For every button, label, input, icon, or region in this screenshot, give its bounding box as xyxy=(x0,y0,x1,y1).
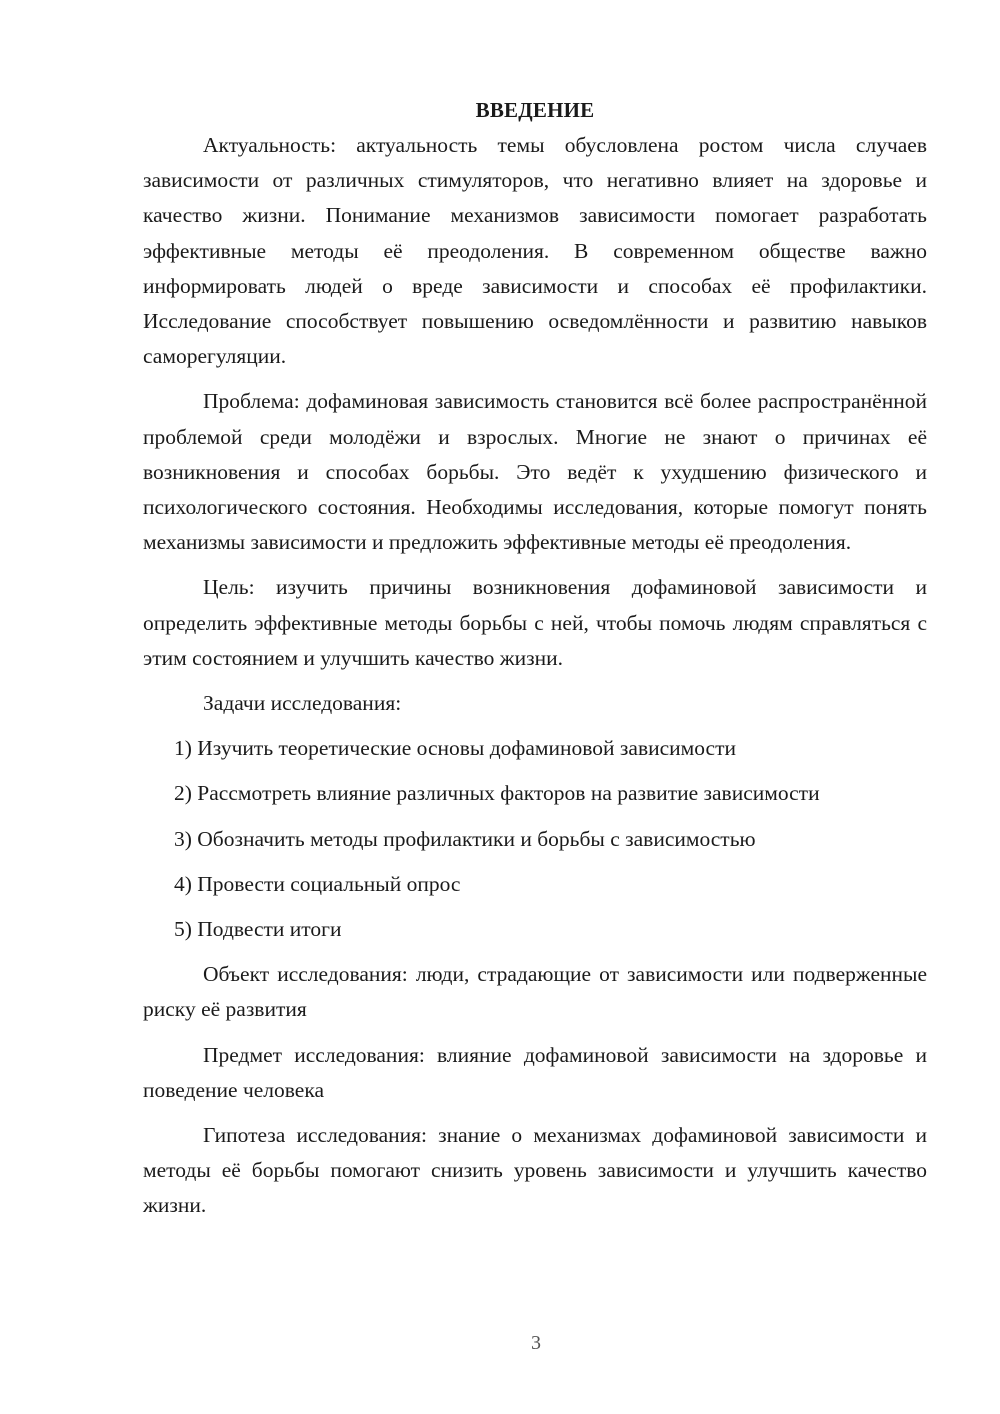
tasks-list xyxy=(143,731,927,947)
list-item: 4) Провести социальный опрос xyxy=(174,871,461,896)
document-page xyxy=(143,92,927,1234)
paragraph-object: Объект исследования: люди, страдающие от зависимости или подверженные риску её развития xyxy=(143,962,927,1022)
paragraph-goal: Цель: изучить причины возникновения дофаминовой зависимости и определить эффективные методы борьбы с ней, чтобы помочь людям справляться с этим состоянием и улучшить качество жизни. xyxy=(143,575,927,670)
paragraph-problem: Проблема: дофаминовая зависимость становится всё более распространённой проблемой среди молодёжи и взрослых. Многие не знают о причинах её возникновения и способах борьбы. Это ведёт к ухудшению физического и психологического состояния. Необходимы исследования, которые помогут понять механизмы зависимости и предложить эффективные методы её преодоления. xyxy=(143,389,927,555)
list-item: 3) Обозначить методы профилактики и борьбы с зависимостью xyxy=(174,826,756,851)
tasks-label: Задачи исследования: xyxy=(203,691,402,716)
page-title: ВВЕДЕНИЕ xyxy=(475,98,595,122)
paragraph-relevance: Актуальность: актуальность темы обусловлена ростом числа случаев зависимости от различных стимуляторов, что негативно влияет на здоровье и качество жизни. Понимание механизмов зависимости помогает разработать эффективные методы её преодоления. В современном обществе важно информировать людей о вреде зависимости и способах её профилактики. Исследование способствует повышению осведомлённости и развитию навыков саморегуляции. xyxy=(143,133,927,369)
list-item: 5) Подвести итоги xyxy=(174,917,342,942)
paragraph-hypothesis: Гипотеза исследования: знание о механизмах дофаминовой зависимости и методы её борьбы помогают снизить уровень зависимости и улучшить качество жизни. xyxy=(143,1123,927,1218)
list-item: 2) Рассмотреть влияние различных факторов на развитие зависимости xyxy=(174,781,820,806)
list-item: 1) Изучить теоретические основы дофаминовой зависимости xyxy=(174,736,736,761)
paragraph-subject: Предмет исследования: влияние дофаминовой зависимости на здоровье и поведение человека xyxy=(143,1042,927,1102)
page-number: 3 xyxy=(531,1332,541,1354)
